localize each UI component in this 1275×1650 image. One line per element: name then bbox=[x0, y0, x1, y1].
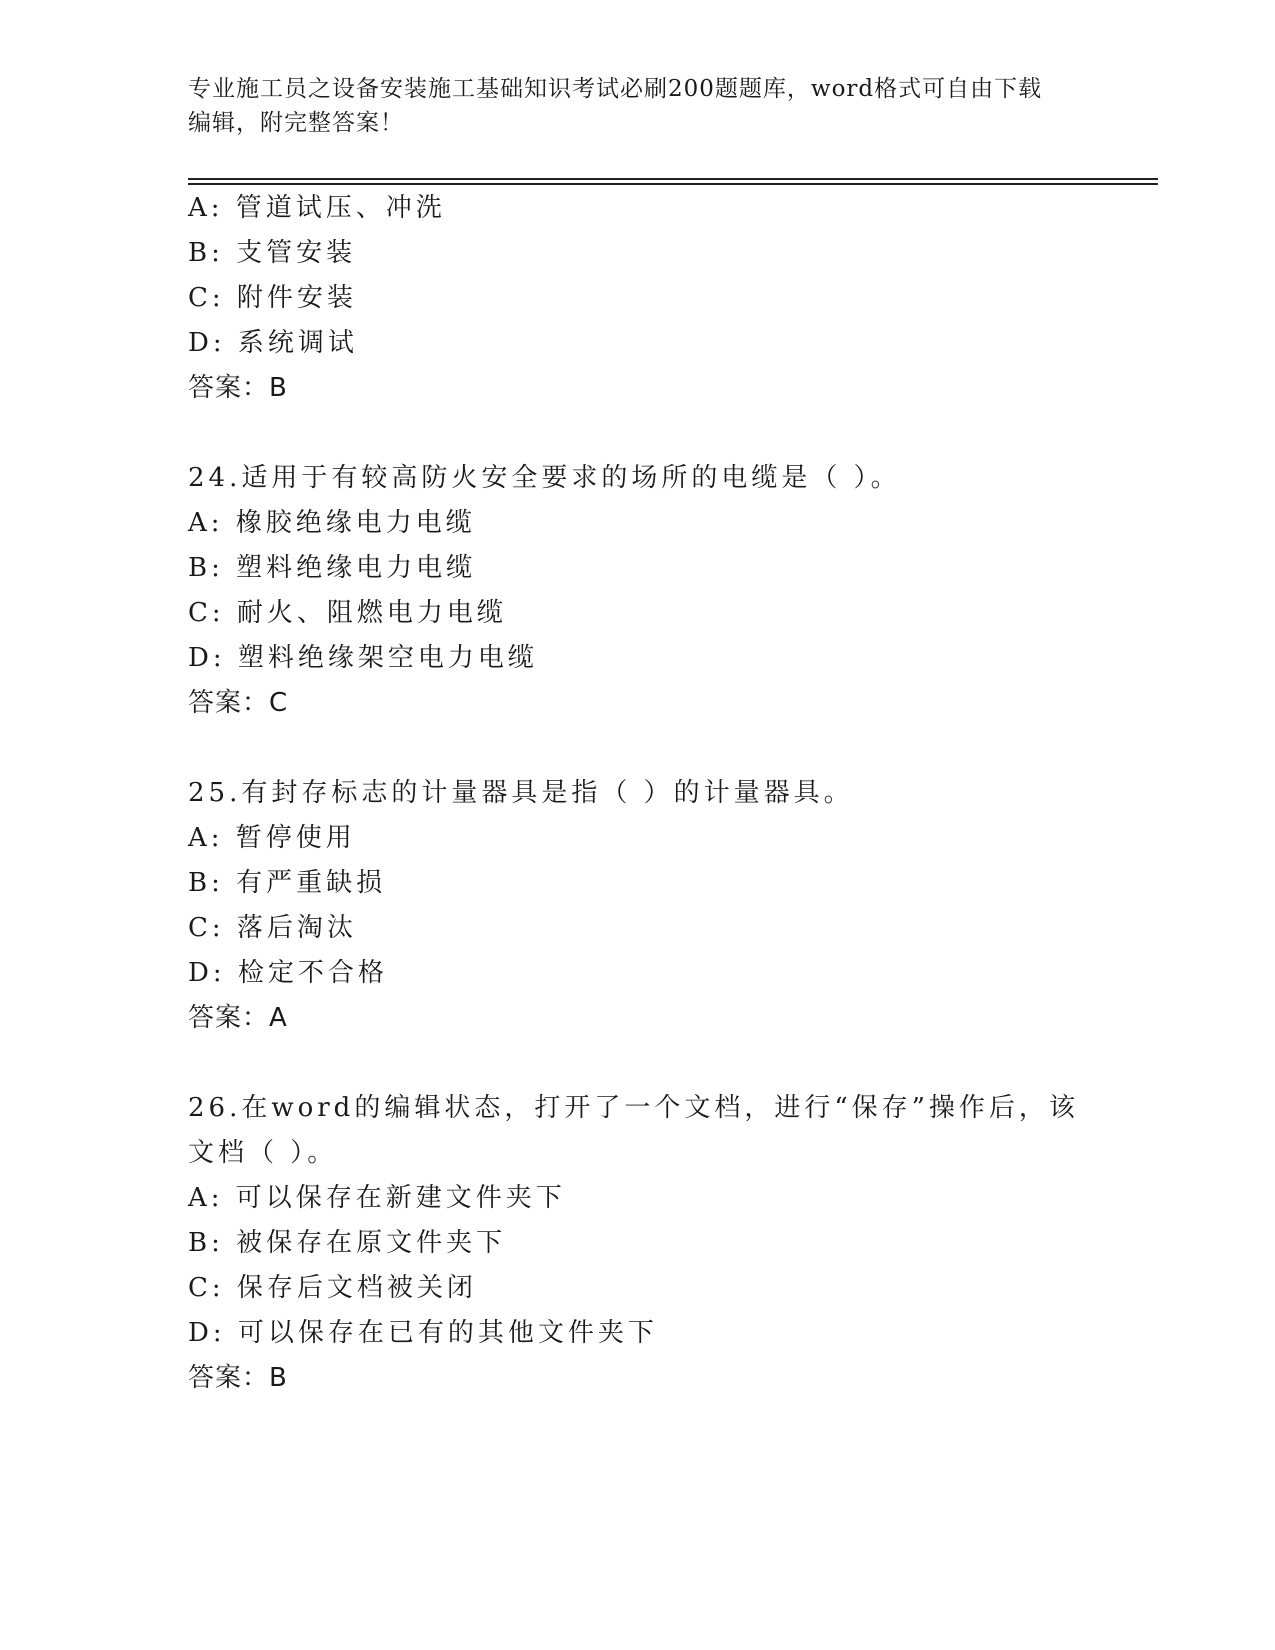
q26-option-c: C: 保存后文档被关闭 bbox=[188, 1273, 477, 1303]
q26-option-b: B: 被保存在原文件夹下 bbox=[188, 1228, 507, 1258]
q25-option-d: D: 检定不合格 bbox=[188, 958, 388, 988]
q26-option-a: A: 可以保存在新建文件夹下 bbox=[188, 1183, 566, 1213]
q26-option-d: D: 可以保存在已有的其他文件夹下 bbox=[188, 1318, 658, 1348]
q24-option-c: C: 耐火、阻燃电力电缆 bbox=[188, 598, 507, 628]
q23-answer: 答案：B bbox=[188, 373, 288, 403]
q26-question-line-2: 文档（ ）。 bbox=[188, 1138, 338, 1168]
q24-answer: 答案：C bbox=[188, 688, 289, 718]
q25-option-c: C: 落后淘汰 bbox=[188, 913, 357, 943]
q24-option-d: D: 塑料绝缘架空电力电缆 bbox=[188, 643, 538, 673]
header-line-2: 编辑，附完整答案！ bbox=[188, 110, 404, 136]
header-divider-top bbox=[188, 178, 1158, 180]
header-divider-bottom bbox=[188, 183, 1158, 185]
q25-question: 25.有封存标志的计量器具是指（ ）的计量器具。 bbox=[188, 778, 854, 808]
q25-option-b: B: 有严重缺损 bbox=[188, 868, 387, 898]
q24-option-b: B: 塑料绝缘电力电缆 bbox=[188, 553, 477, 583]
q26-question-line-1: 26.在word的编辑状态，打开了一个文档，进行“保存”操作后，该 bbox=[188, 1093, 1079, 1123]
q23-option-d: D: 系统调试 bbox=[188, 328, 358, 358]
q23-option-a: A: 管道试压、冲洗 bbox=[188, 193, 446, 223]
q26-answer: 答案：B bbox=[188, 1363, 288, 1393]
q24-question: 24.适用于有较高防火安全要求的场所的电缆是（ ）。 bbox=[188, 463, 901, 493]
q23-option-b: B: 支管安装 bbox=[188, 238, 357, 268]
header-line-1: 专业施工员之设备安装施工基础知识考试必刷200题题库，word格式可自由下载 bbox=[188, 76, 1043, 102]
q23-option-c: C: 附件安装 bbox=[188, 283, 357, 313]
q24-option-a: A: 橡胶绝缘电力电缆 bbox=[188, 508, 476, 538]
q25-option-a: A: 暂停使用 bbox=[188, 823, 356, 853]
document-header bbox=[188, 72, 1068, 140]
q25-answer: 答案：A bbox=[188, 1003, 288, 1033]
